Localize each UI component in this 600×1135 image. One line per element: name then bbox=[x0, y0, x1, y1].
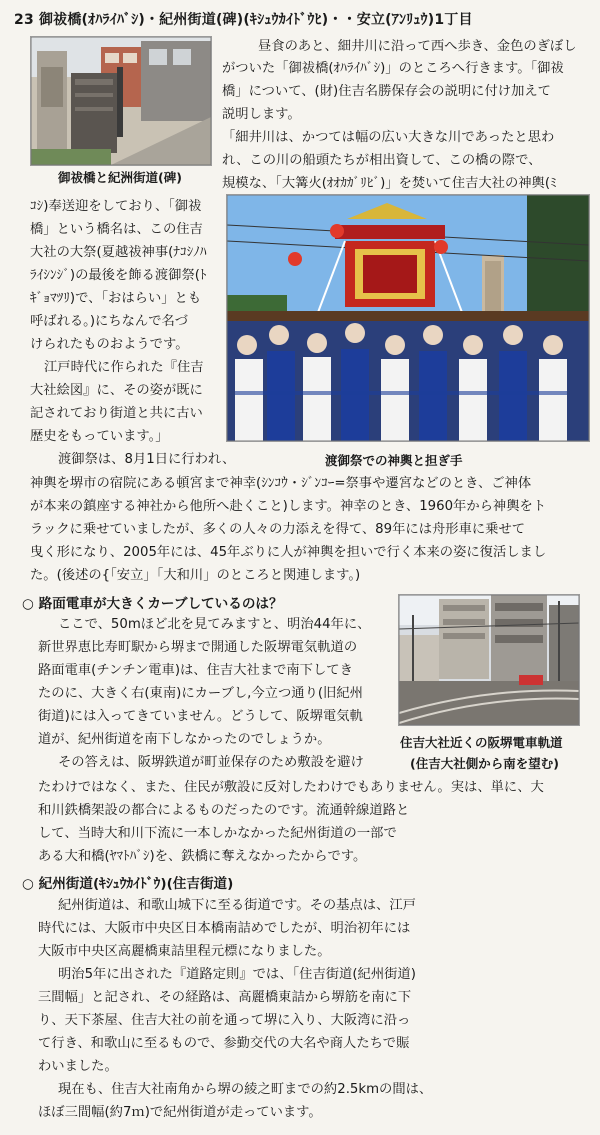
intro-line-4: 説明します。 bbox=[222, 107, 301, 122]
left-line-2: 橋」という橋名は、この住吉 bbox=[30, 222, 203, 237]
kishu-line-7: て行き、和歌山に至るもので、参勤交代の大名や商人たちで賑 bbox=[38, 1036, 410, 1051]
intro-line-2: がついた「御祓橋(ｵﾊﾗｲﾊﾞｼ)」のところへ行きます。「御祓 bbox=[222, 61, 564, 76]
kishu-line-3: 大阪市中央区高麗橋東詰里程元標になりました。 bbox=[38, 944, 331, 959]
kishu-line-2: 時代には、大阪市中央区日本橋南詰めでしたが、明治初年には bbox=[38, 921, 411, 936]
left-line-4: ﾗｲｼﾝｼﾞ)の最後を飾る渡御祭(ﾄ bbox=[30, 268, 207, 283]
para2-line-1: たわけではなく、また、住民が敷設に反対したわけでもありません。実は、単に、大 bbox=[38, 780, 544, 795]
left-line-8: 江戸時代に作られた『住吉 bbox=[44, 360, 204, 375]
mikoshi-photo bbox=[226, 194, 590, 442]
kishu-line-8: わいました。 bbox=[38, 1059, 118, 1074]
intro-line-6: れ、この川の船頭たちが相出資して、この橋の際で、 bbox=[222, 153, 542, 168]
bridge-photo-caption: 御祓橋と紀洲街道(碑) bbox=[58, 170, 182, 185]
intro-line-1: 昼食のあと、細井川に沿って西へ歩き、金色のぎぼし bbox=[258, 39, 577, 54]
intro-line-3: 橋」について、(財)住吉名勝保存会の説明に付け加えて bbox=[222, 84, 551, 99]
left-line-3: 大社の大祭(夏越祓神事(ﾅｺｼﾉﾊ bbox=[30, 245, 207, 260]
left-line-11: 歴史をもっています。」 bbox=[30, 429, 169, 444]
para1-line-4: 曳く形になり、2005年には、45年ぶりに人が神輿を担いで行く本来の姿に復活しまし bbox=[30, 545, 547, 560]
tram-line-5: 街道)には入ってきていません。どうして、阪堺電気軌 bbox=[38, 709, 363, 724]
bridge-photo bbox=[30, 36, 212, 166]
kishu-line-9: 現在も、住吉大社南角から堺の綾之町までの約2.5kmの間は、 bbox=[58, 1082, 433, 1097]
left-line-1: ｺｼ)奉送迎をしており、「御祓 bbox=[30, 199, 202, 214]
para1-line-5: た。(後述の{「安立」「大和川」のところと関連します。) bbox=[30, 568, 361, 583]
tram-line-7: その答えは、阪堺鉄道が町並保存のため敷設を避け bbox=[58, 755, 364, 770]
kishu-line-10: ほぼ三間幅(約7ｍ)で紀州街道が走っています。 bbox=[38, 1105, 322, 1120]
tram-photo-caption: 住吉大社近くの阪堺電車軌道 bbox=[400, 735, 563, 750]
kishu-line-1: 紀州街道は、和歌山城下に至る街道です。その基点は、江戸 bbox=[58, 898, 416, 913]
para2-line-2: 和川鉄橋架設の都合によるものだったのです。流通幹線道路と bbox=[38, 803, 410, 818]
tram-line-2: 新世界恵比寿町駅から堺まで開通した阪堺電気軌道の bbox=[38, 640, 358, 655]
tram-photo bbox=[398, 594, 580, 726]
tram-line-4: たのに、大きく右(東南)にカーブし,今立つ通り(旧紀州 bbox=[38, 686, 363, 701]
tram-photo-caption-sub: (住吉大社側から南を望む) bbox=[410, 756, 559, 771]
left-line-10: 記されており街道と共に古い bbox=[30, 406, 203, 421]
left-line-9: 大社絵図』に、その姿が既に bbox=[30, 383, 203, 398]
intro-line-5: 「細井川は、かつては幅の広い大きな川であったと思わ bbox=[222, 130, 555, 145]
mikoshi-photo-caption: 渡御祭での神輿と担ぎ手 bbox=[325, 453, 463, 468]
left-line-6: 呼ばれる。)にちなんで名づ bbox=[30, 314, 189, 329]
kishu-line-5: 三間幅」と記され、その経路は、高麗橋東詰から堺筋を南に下 bbox=[38, 990, 412, 1005]
kishu-line-6: り、天下茶屋、住吉大社の前を通って堺に入り、大阪湾に沿っ bbox=[38, 1013, 411, 1028]
kishu-line-4: 明治5年に出された『道路定則』では、「住吉街道(紀州街道) bbox=[58, 967, 416, 982]
intro-line-7: 規模な、「大篝火(ｵｵｶｶﾞﾘﾋﾞ)」を焚いて住吉大社の神輿(ﾐ bbox=[222, 176, 557, 191]
para1-line-1: 神輿を堺市の宿院にある頓宮まで神幸(ｼﾝｺｳ・ｼﾞﾝｺｰ=祭事や遷宮などのとき、ご神体 bbox=[30, 476, 532, 491]
left-line-7: けられたものおようです。 bbox=[30, 337, 189, 352]
para1-line-2: が本来の鎮座する神社から他所へ赴くこと)します。神幸のとき、1960年から神輿をト bbox=[30, 499, 547, 514]
section-heading-kishu: ○ 紀州街道(ｷｼｭｳｶｲﾄﾞｳ)(住吉街道) bbox=[22, 876, 234, 892]
para1-line-3: ラックに乗せていましたが、多くの人々の力添えを得て、89年には舟形車に乗せて bbox=[30, 522, 526, 537]
para2-line-3: して、当時大和川下流に一本しかなかった紀州街道の一部で bbox=[38, 826, 397, 841]
left-line-5: ｷﾞｮﾏﾂﾘ)で、「おはらい」とも bbox=[30, 291, 202, 306]
page-title: 23 御祓橋(ｵﾊﾗｲﾊﾞｼ)・紀州街道(碑)(ｷｼｭｳｶｲﾄﾞｳﾋ)・・安立(ｱﾝﾘｭｳ)1丁目 bbox=[14, 12, 473, 28]
para2-line-4: ある大和橋(ﾔﾏﾄﾊﾞｼ)を、鉄橋に奪えなかったからです。 bbox=[38, 849, 367, 864]
tram-line-6: 道が、紀州街道を南下しなかったのでしょうか。 bbox=[38, 732, 331, 747]
tram-line-3: 路面電車(チンチン電車)は、住吉大社まで南下してき bbox=[38, 663, 353, 678]
left-line-12: 渡御祭は、8月1日に行われ、 bbox=[58, 452, 236, 467]
section-heading-tram: ○ 路面電車が大きくカーブしているのは？ bbox=[22, 596, 283, 612]
tram-line-1: ここで、50mほど北を見てみますと、明治44年に、 bbox=[58, 617, 371, 632]
